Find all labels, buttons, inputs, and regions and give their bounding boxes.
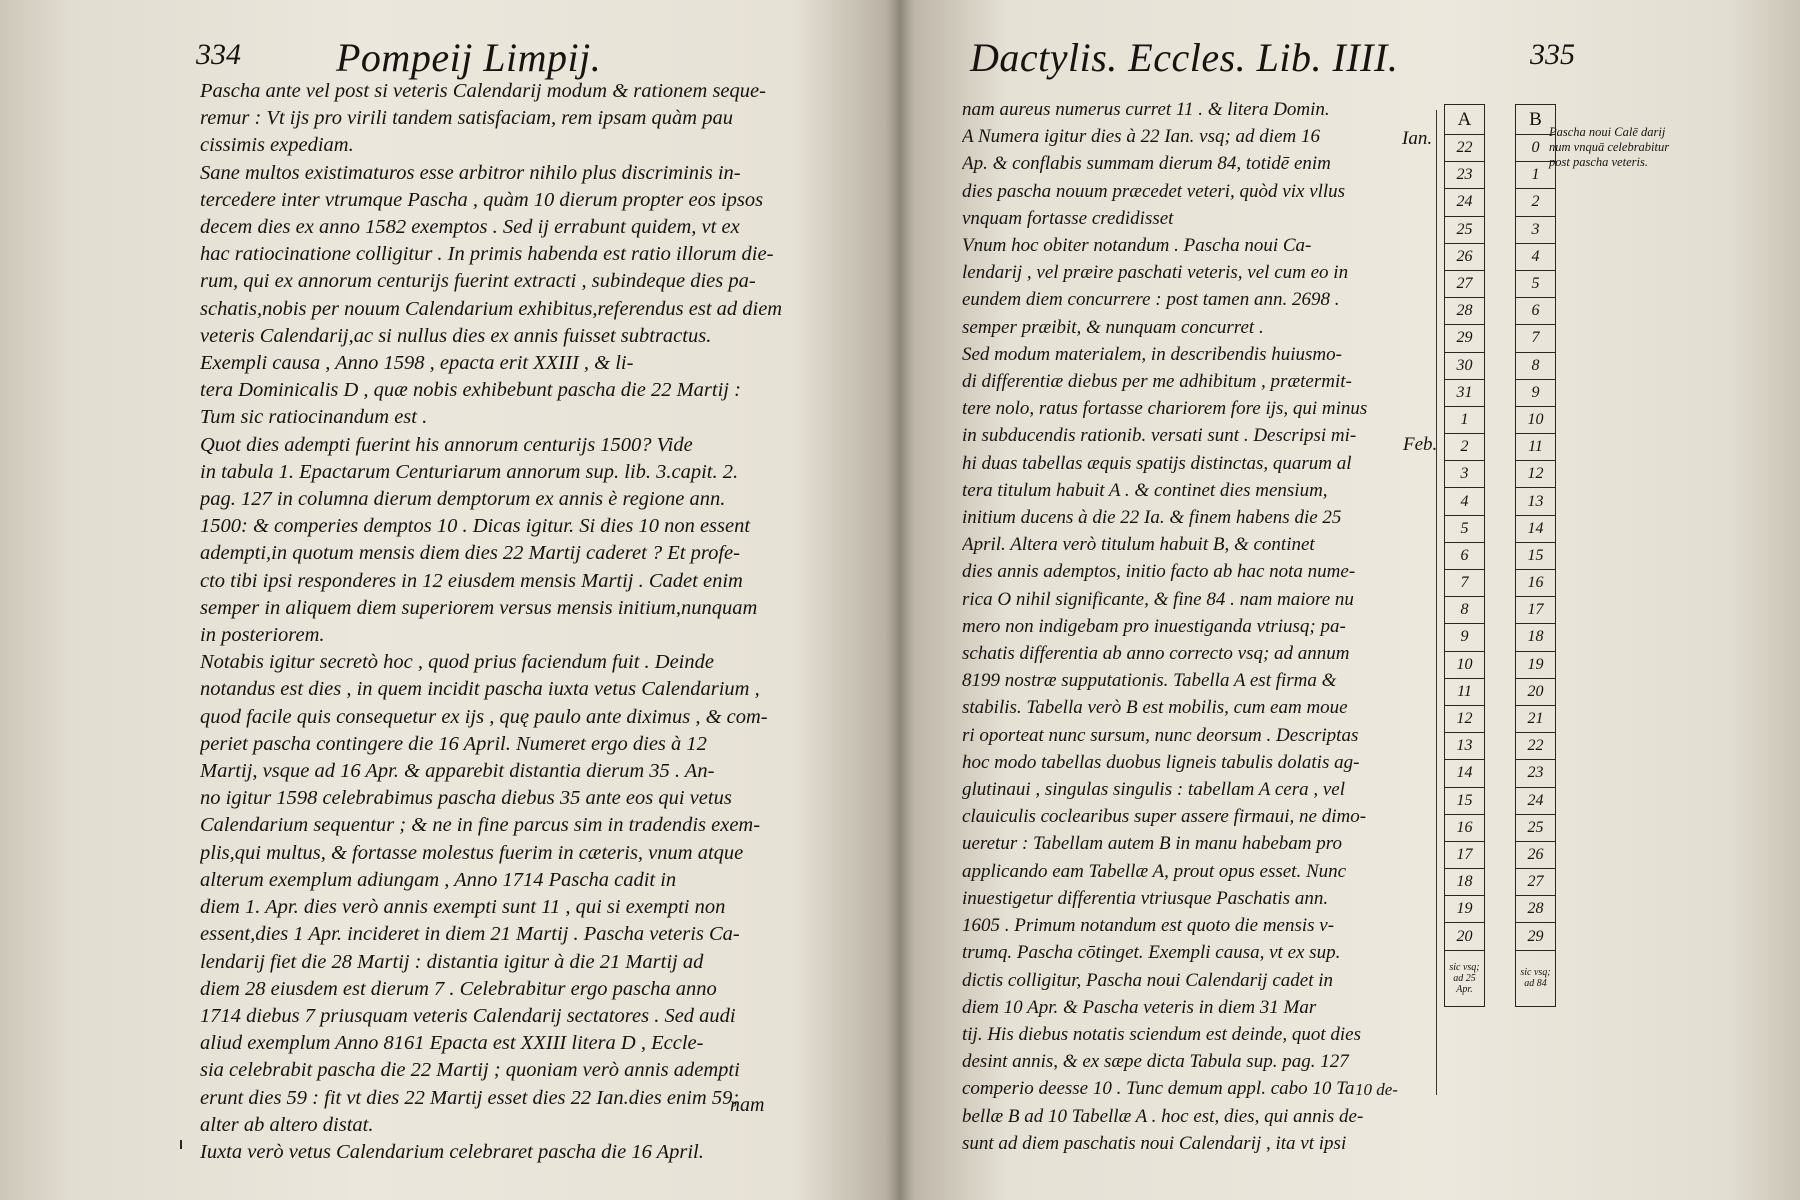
tabella-b-cell: 9 <box>1516 379 1556 406</box>
text-line: 1605 . Primum notandum est quoto die mensis v- <box>962 915 1335 937</box>
text-line: Exempli causa , Anno 1598 , epacta erit XXIII , & li- <box>200 352 634 375</box>
tabella-b-cell: 21 <box>1516 705 1556 732</box>
tabella-a-cell: 14 <box>1445 760 1485 787</box>
tabella-b-cell: 20 <box>1516 678 1556 705</box>
text-line: in tabula 1. Epactarum Centuriarum annorum sup. lib. 3.capit. 2. <box>200 460 739 483</box>
tabella-a-cell: 5 <box>1445 515 1485 542</box>
text-line: Tum sic ratiocinandum est . <box>200 406 428 429</box>
tabella-a-cell: 17 <box>1445 841 1485 868</box>
tabella-b-header: B <box>1516 105 1556 135</box>
tabella-b-cell: 14 <box>1516 515 1556 542</box>
text-line: rica O nihil significante, & fine 84 . nam maiore nu <box>962 588 1354 610</box>
text-line: Quot dies adempti fuerint his annorum centurijs 1500? Vide <box>200 433 693 456</box>
tabella-a-cell: 6 <box>1445 542 1485 569</box>
tabella-a-cell: 4 <box>1445 488 1485 515</box>
tabella-a-cell: 8 <box>1445 597 1485 624</box>
tabella-b-cell: 26 <box>1516 841 1556 868</box>
text-line: eundem diem concurrere : post tamen ann. 2698 . <box>962 289 1340 311</box>
tabella-b-cell: 12 <box>1516 461 1556 488</box>
text-line: clauiculis coclearibus super assere firmaui, ne dimo- <box>962 806 1367 828</box>
tabella-a-cell: 9 <box>1445 624 1485 651</box>
text-line: alterum exemplum adiungam , Anno 1714 Pascha cadit in <box>200 868 677 891</box>
tabella-a <box>1444 104 1485 1007</box>
text-line: cissimis expediam. <box>200 134 354 157</box>
text-line: Pascha ante vel post si veteris Calendarij modum & rationem seque- <box>200 80 766 102</box>
text-line: inuestigetur differentia vtriusque Paschatis ann. <box>962 887 1329 909</box>
text-line: Vnum hoc obiter notandum . Pascha noui Ca- <box>962 235 1312 257</box>
text-line: glutinaui , singulas singulis : tabellam A cera , vel <box>962 779 1345 801</box>
text-line: periet pascha contingere die 16 April. Numeret ergo dies à 12 <box>200 732 707 755</box>
text-line: erunt dies 59 : fit vt dies 22 Martij esset dies 22 Ian.dies enim 59; <box>200 1086 740 1109</box>
left-page-body <box>200 78 810 1166</box>
tabella-a-cell: 29 <box>1445 325 1485 352</box>
text-line: in posteriorem. <box>200 624 325 647</box>
tabella-a-cell: 16 <box>1445 814 1485 841</box>
text-line: tij. His diebus notatis sciendum est deinde, quot dies <box>962 1023 1361 1045</box>
text-line: sunt ad diem paschatis noui Calendarij , ita vt ipsi <box>962 1132 1347 1154</box>
tabella-b-footnote: sic vsq; ad 84 <box>1516 950 1556 1006</box>
tabella-b-cell: 3 <box>1516 216 1556 243</box>
tabella-a-cell: 3 <box>1445 461 1485 488</box>
text-line: schatis differentia ab anno correcto vsq; ad annum <box>962 643 1350 665</box>
tabella-b-cell: 11 <box>1516 434 1556 461</box>
tabella-a-footnote: sic vsq; ad 25 Apr. <box>1445 950 1485 1006</box>
tabella-b-cell: 7 <box>1516 325 1556 352</box>
tabella-a-cell: 10 <box>1445 651 1485 678</box>
text-line: pag. 127 in columna dierum demptorum ex annis è regione ann. <box>200 488 726 511</box>
table-bracket-line <box>1436 110 1437 1095</box>
tabella-b-cell: 15 <box>1516 542 1556 569</box>
tabella-b-cell: 8 <box>1516 352 1556 379</box>
tabella-a-cell: 15 <box>1445 787 1485 814</box>
text-line: dies annis ademptos, initio facto ab hac nota nume- <box>962 561 1356 583</box>
tabella-b-cell: 5 <box>1516 270 1556 297</box>
text-line: tercedere inter vtrumque Pascha , quàm 10 dierum propter eos ipsos <box>200 188 764 211</box>
text-line: nam aureus numerus curret 11 . & litera Domin. <box>962 99 1330 120</box>
tabella-a-cell: 25 <box>1445 216 1485 243</box>
text-line: lendarij fiet die 28 Martij : distantia igitur à die 21 Martij ad <box>200 950 704 973</box>
text-line: April. Altera verò titulum habuit B, & continet <box>962 534 1315 556</box>
text-line: trumq. Pascha cōtinget. Exempli causa, vt ex sup. <box>962 942 1341 964</box>
text-line: bellæ B ad 10 Tabellæ A . hoc est, dies, qui annis de- <box>962 1105 1364 1127</box>
text-line: veteris Calendarij,ac si nullus dies ex annis fuisset subtractus. <box>200 324 712 347</box>
text-line: 1714 diebus 7 priusquam veteris Calendarij sectatores . Sed audi <box>200 1004 736 1027</box>
text-line: tera titulum habuit A . & continet dies mensium, <box>962 479 1328 501</box>
text-line: di differentiæ diebus per me adhibitum , prætermit- <box>962 371 1352 393</box>
page-mark <box>180 1140 182 1149</box>
tabella-a-cell: 20 <box>1445 923 1485 950</box>
tabella-b-cell: 25 <box>1516 814 1556 841</box>
text-line: Sed modum materialem, in describendis huiusmo- <box>962 343 1342 365</box>
left-running-head: Pompeij Limpij. <box>336 35 602 80</box>
right-page-number: 335 <box>1530 38 1575 71</box>
tabella-b <box>1515 104 1556 1007</box>
text-line: vnquam fortasse credidisset <box>962 207 1174 229</box>
tabella-a-cell: 23 <box>1445 162 1485 189</box>
text-line: schatis,nobis per nouum Calendarium exhibitus,referendus est ad diem <box>200 297 783 320</box>
text-line: plis,qui multus, & fortasse molestus fuerim in cæteris, vnum atque <box>200 841 744 864</box>
text-line: lendarij , vel præire paschati veteris, vel cum eo in <box>962 262 1349 284</box>
right-margin-bleed <box>1700 80 1790 1120</box>
text-line: ri oporteat nunc sursum, nunc deorsum . Descriptas <box>962 724 1359 746</box>
tabella-b-cell: 18 <box>1516 624 1556 651</box>
tabella-a-cell: 1 <box>1445 406 1485 433</box>
right-catchword: 10 de- <box>1355 1080 1398 1099</box>
text-line: tera Dominicalis D , quæ nobis exhibebunt pascha die 22 Martij : <box>200 379 741 402</box>
tabella-a-header: A <box>1445 105 1485 135</box>
text-line: rum, qui ex annorum centurijs fuerint extracti , subindeque dies pa- <box>200 270 756 293</box>
text-line: hac ratiocinatione colligitur . In primis habenda est ratio illorum die- <box>200 243 774 266</box>
text-line: Iuxta verò vetus Calendarium celebraret pascha die 16 April. <box>200 1140 704 1163</box>
left-catchword: nam <box>730 1094 765 1116</box>
right-page-body <box>962 96 1402 1157</box>
tabella-a-cell: 12 <box>1445 705 1485 732</box>
text-line: decem dies ex anno 1582 exemptos . Sed ij errabunt quidem, vt ex <box>200 216 740 239</box>
tabella-a-cell: 13 <box>1445 733 1485 760</box>
month-label-feb: Feb. <box>1403 434 1438 455</box>
tabella-b-cell: 19 <box>1516 651 1556 678</box>
text-line: desint annis, & ex sæpe dicta Tabula sup. pag. 127 <box>962 1051 1349 1073</box>
text-line: aliud exemplum Anno 8161 Epacta est XXIII litera D , Eccle- <box>200 1032 704 1055</box>
tabella-b-cell: 10 <box>1516 406 1556 433</box>
tabella-b-cell: 24 <box>1516 787 1556 814</box>
text-line: Ap. & conflabis summam dierum 84, totidē enim <box>962 153 1331 175</box>
tabella-b-cell: 22 <box>1516 733 1556 760</box>
text-line: Notabis igitur secretò hoc , quod prius faciendum fuit . Deinde <box>200 651 714 674</box>
text-line: mero non indigebam pro inuestiganda vtriusq; pa- <box>962 615 1346 637</box>
text-line: Calendarium sequentur ; & ne in fine parcus sim in tradendis exem- <box>200 814 761 837</box>
text-line: applicando eam Tabellæ A, prout opus esset. Nunc <box>962 860 1347 882</box>
text-line: diem 10 Apr. & Pascha veteris in diem 31 Mar <box>962 996 1317 1018</box>
tabella-a-cell: 7 <box>1445 570 1485 597</box>
tabella-b-cell: 27 <box>1516 869 1556 896</box>
margin-note: Pascha noui Calē darij num vnquā celebrabitur post pascha veteris. <box>1549 125 1670 169</box>
text-line: adempti,in quotum mensis diem dies 22 Martij caderet ? Et profe- <box>200 542 740 565</box>
tabella-a-cell: 19 <box>1445 896 1485 923</box>
text-line: semper præibit, & nunquam concurret . <box>962 316 1264 338</box>
tabella-a-cell: 18 <box>1445 869 1485 896</box>
text-line: A Numera igitur dies à 22 Ian. vsq; ad diem 16 <box>962 126 1320 148</box>
text-line: alter ab altero distat. <box>200 1113 374 1136</box>
tabella-b-cell: 4 <box>1516 243 1556 270</box>
text-line: remur : Vt ijs pro virili tandem satisfaciam, rem ipsam quàm pau <box>200 107 733 130</box>
tabella-b-cell: 0 <box>1516 135 1556 162</box>
tabella-a-cell: 2 <box>1445 434 1485 461</box>
text-line: sia celebrabit pascha die 22 Martij ; quoniam verò annis adempti <box>200 1059 740 1082</box>
left-page-number: 334 <box>196 38 241 71</box>
tabella-b-cell: 16 <box>1516 570 1556 597</box>
tabella-a-cell: 26 <box>1445 243 1485 270</box>
tabella-a-cell: 30 <box>1445 352 1485 379</box>
text-line: quod facile quis consequetur ex ijs , quę paulo ante diximus , & com- <box>200 705 768 728</box>
tabella-a-cell: 11 <box>1445 678 1485 705</box>
text-line: 1500: & comperies demptos 10 . Dicas igitur. Si dies 10 non essent <box>200 515 751 538</box>
month-label-jan: Ian. <box>1402 128 1433 149</box>
text-line: Sane multos existimaturos esse arbitror nihilo plus discriminis in- <box>200 161 741 184</box>
tabella-b-cell: 29 <box>1516 923 1556 950</box>
tabella-b-cell: 17 <box>1516 597 1556 624</box>
text-line: dictis colligitur, Pascha noui Calendarij cadet in <box>962 969 1334 991</box>
text-line: essent,dies 1 Apr. incideret in diem 21 Martij . Pascha veteris Ca- <box>200 923 740 946</box>
text-line: hi duas tabellas æquis spatijs distinctas, quarum al <box>962 452 1352 474</box>
tabella-b-cell: 6 <box>1516 298 1556 325</box>
tabella-b-cell: 2 <box>1516 189 1556 216</box>
left-margin-bleed <box>40 80 160 1120</box>
right-running-head: Dactylis. Eccles. Lib. IIII. <box>970 35 1399 80</box>
text-line: Martij, vsque ad 16 Apr. & apparebit distantia dierum 35 . An- <box>200 760 715 783</box>
tabella-a-cell: 28 <box>1445 298 1485 325</box>
tabella-b-cell: 23 <box>1516 760 1556 787</box>
text-line: semper in aliquem diem superiorem versus mensis initium,nunquam <box>200 596 758 619</box>
tabella-a-cell: 22 <box>1445 135 1485 162</box>
text-line: initium ducens à die 22 Ia. & finem habens die 25 <box>962 507 1342 529</box>
text-line: cto tibi ipsi responderes in 12 eiusdem mensis Martij . Cadet enim <box>200 569 743 592</box>
text-line: hoc modo tabellas duobus ligneis tabulis dolatis ag- <box>962 751 1360 773</box>
tabella-a-cell: 24 <box>1445 189 1485 216</box>
text-line: no igitur 1598 celebrabimus pascha diebus 35 ante eos qui vetus <box>200 787 732 810</box>
tabella-b-cell: 13 <box>1516 488 1556 515</box>
text-line: diem 28 eiusdem est dierum 7 . Celebrabitur ergo pascha anno <box>200 977 717 1000</box>
text-line: dies pascha nouum præcedet veteri, quòd vix vllus <box>962 180 1346 202</box>
text-line: in subducendis rationib. versati sunt . Descripsi mi- <box>962 425 1357 447</box>
text-line: stabilis. Tabella verò B est mobilis, cum eam moue <box>962 697 1348 719</box>
tabella-b-cell: 1 <box>1516 162 1556 189</box>
text-line: comperio deesse 10 . Tunc demum appl. cabo 10 Ta <box>962 1078 1355 1100</box>
text-line: tere nolo, ratus fortasse chariorem fore ijs, qui minus <box>962 398 1368 420</box>
text-line: notandus est dies , in quem incidit pascha iuxta vetus Calendarium , <box>200 678 760 701</box>
tabella-a-cell: 31 <box>1445 379 1485 406</box>
text-line: diem 1. Apr. dies verò annis exempti sunt 11 , qui si exempti non <box>200 896 726 919</box>
text-line: ueretur : Tabellam autem B in manu habebam pro <box>962 833 1342 855</box>
tabella-b-cell: 28 <box>1516 896 1556 923</box>
text-line: 8199 nostræ supputationis. Tabella A est firma & <box>962 670 1337 692</box>
tabella-a-cell: 27 <box>1445 270 1485 297</box>
